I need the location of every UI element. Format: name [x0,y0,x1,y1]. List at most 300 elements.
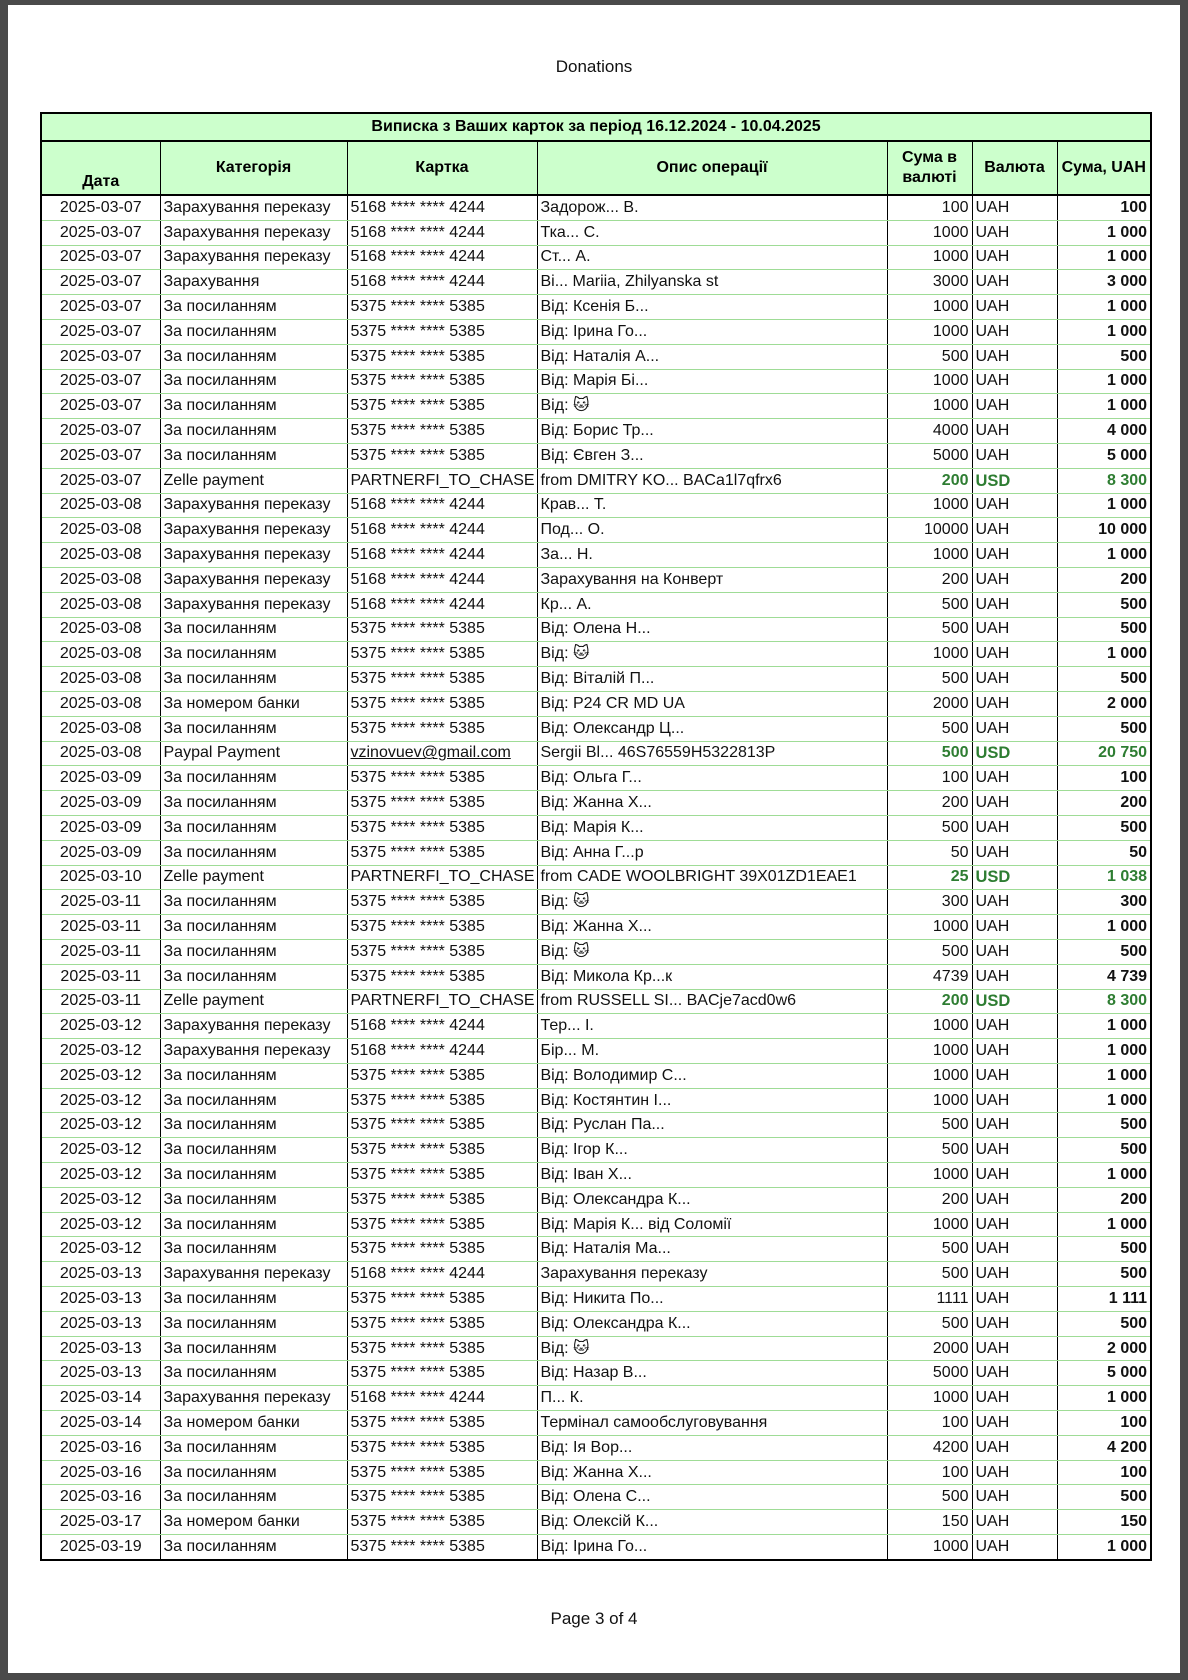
date-cell: 2025-03-07 [41,220,160,245]
date-cell: 2025-03-12 [41,1187,160,1212]
description-cell: Від: Борис Тр... [537,419,887,444]
card-cell: 5375 **** **** 5385 [347,1237,537,1262]
card-cell: 5375 **** **** 5385 [347,716,537,741]
category-cell: Зарахування переказу [160,1014,347,1039]
table-row [41,1014,1151,1039]
date-cell: 2025-03-16 [41,1435,160,1460]
date-cell: 2025-03-09 [41,815,160,840]
description-cell: from DMITRY KO... BACa1l7qfrx6 [537,468,887,493]
table-row [41,1237,1151,1262]
description-cell: Ст... А. [537,245,887,270]
page-title: Donations [555,57,633,76]
category-cell: За номером банки [160,1510,347,1535]
card-cell: 5375 **** **** 5385 [347,939,537,964]
card-cell: 5375 **** **** 5385 [347,915,537,940]
amount-cell: 25 [887,865,972,890]
amount-cell: 50 [887,840,972,865]
table-row [41,1187,1151,1212]
currency-cell: UAH [972,1237,1057,1262]
category-cell: За посиланням [160,1336,347,1361]
amount-uah-cell: 4 000 [1057,419,1151,444]
amount-uah-cell: 4 200 [1057,1435,1151,1460]
page-number: Page 3 of 4 [550,1609,638,1628]
card-cell: 5375 **** **** 5385 [347,1485,537,1510]
date-cell: 2025-03-12 [41,1039,160,1064]
currency-cell: UAH [972,518,1057,543]
currency-cell: UAH [972,1510,1057,1535]
card-cell: 5375 **** **** 5385 [347,1336,537,1361]
currency-cell: UAH [972,195,1057,220]
description-cell: Від: Марія Бі... [537,369,887,394]
amount-uah-cell: 500 [1057,344,1151,369]
description-cell: Від: Жанна Х... [537,791,887,816]
description-cell: Від: Олена Н... [537,617,887,642]
category-cell: За посиланням [160,915,347,940]
table-row [41,691,1151,716]
currency-cell: UAH [972,1063,1057,1088]
description-cell: Від: Ксенія Б... [537,295,887,320]
description-cell: Від: Микола Кр...к [537,964,887,989]
amount-uah-cell: 100 [1057,1460,1151,1485]
description-cell: Тер... І. [537,1014,887,1039]
description-cell: Від: Назар В... [537,1361,887,1386]
statement-caption: Виписка з Ваших карток за період 16.12.2024 - 10.04.2025 [41,113,1151,141]
card-cell: 5375 **** **** 5385 [347,344,537,369]
amount-uah-cell: 8 300 [1057,989,1151,1014]
amount-cell: 500 [887,815,972,840]
amount-cell: 100 [887,1460,972,1485]
description-cell: Від: Володимир С... [537,1063,887,1088]
table-row [41,890,1151,915]
amount-uah-cell: 200 [1057,567,1151,592]
card-cell: 5375 **** **** 5385 [347,1287,537,1312]
amount-cell: 1000 [887,1386,972,1411]
table-row [41,1361,1151,1386]
currency-cell: UAH [972,1460,1057,1485]
description-cell: Від: 🐱 [537,394,887,419]
amount-cell: 200 [887,1187,972,1212]
table-row [41,1163,1151,1188]
date-cell: 2025-03-12 [41,1163,160,1188]
category-cell: За номером банки [160,1411,347,1436]
category-cell: Зарахування [160,270,347,295]
date-cell: 2025-03-14 [41,1411,160,1436]
category-cell: За посиланням [160,766,347,791]
amount-cell: 200 [887,468,972,493]
date-cell: 2025-03-11 [41,964,160,989]
table-row [41,195,1151,220]
category-cell: За посиланням [160,1212,347,1237]
card-cell: 5375 **** **** 5385 [347,369,537,394]
currency-cell: UAH [972,394,1057,419]
currency-cell: UAH [972,840,1057,865]
category-cell: За номером банки [160,691,347,716]
amount-uah-cell: 500 [1057,939,1151,964]
date-cell: 2025-03-12 [41,1138,160,1163]
amount-cell: 1000 [887,642,972,667]
description-cell: Від: Костянтин І... [537,1088,887,1113]
table-row [41,270,1151,295]
date-cell: 2025-03-07 [41,344,160,369]
category-cell: За посиланням [160,667,347,692]
card-cell: 5375 **** **** 5385 [347,642,537,667]
date-cell: 2025-03-17 [41,1510,160,1535]
table-row [41,295,1151,320]
document-page [8,5,1180,1673]
category-cell: За посиланням [160,344,347,369]
amount-cell: 100 [887,766,972,791]
amount-uah-cell: 500 [1057,617,1151,642]
amount-cell: 300 [887,890,972,915]
amount-uah-cell: 500 [1057,667,1151,692]
table-row [41,617,1151,642]
amount-cell: 1000 [887,295,972,320]
date-cell: 2025-03-13 [41,1287,160,1312]
card-cell: 5375 **** **** 5385 [347,617,537,642]
amount-cell: 1000 [887,1039,972,1064]
amount-cell: 5000 [887,1361,972,1386]
table-row [41,493,1151,518]
category-cell: Зарахування переказу [160,195,347,220]
amount-uah-cell: 150 [1057,1510,1151,1535]
date-cell: 2025-03-11 [41,939,160,964]
card-cell: 5375 **** **** 5385 [347,1311,537,1336]
table-row [41,964,1151,989]
category-cell: Зарахування переказу [160,518,347,543]
description-cell: Від: Никита По... [537,1287,887,1312]
table-row [41,567,1151,592]
table-row [41,716,1151,741]
currency-cell: UAH [972,443,1057,468]
amount-cell: 500 [887,1311,972,1336]
date-cell: 2025-03-07 [41,245,160,270]
card-cell: 5375 **** **** 5385 [347,840,537,865]
amount-uah-cell: 1 000 [1057,1014,1151,1039]
amount-cell: 5000 [887,443,972,468]
description-cell: Термінал самообслуговування [537,1411,887,1436]
description-cell: Від: Ольга Г... [537,766,887,791]
amount-uah-cell: 10 000 [1057,518,1151,543]
category-cell: За посиланням [160,1138,347,1163]
amount-uah-cell: 20 750 [1057,741,1151,766]
description-cell: Від: Анна Г...р [537,840,887,865]
card-cell: 5375 **** **** 5385 [347,890,537,915]
table-row [41,344,1151,369]
amount-cell: 500 [887,667,972,692]
category-cell: За посиланням [160,443,347,468]
date-cell: 2025-03-12 [41,1113,160,1138]
amount-uah-cell: 1 000 [1057,245,1151,270]
description-cell: Від: Олександра К... [537,1187,887,1212]
column-header-amount-uah: Сума, UAH [1057,141,1151,195]
date-cell: 2025-03-08 [41,592,160,617]
date-cell: 2025-03-07 [41,369,160,394]
amount-uah-cell: 1 000 [1057,1088,1151,1113]
currency-cell: UAH [972,1014,1057,1039]
amount-uah-cell: 1 000 [1057,1039,1151,1064]
amount-cell: 1000 [887,319,972,344]
table-row [41,1411,1151,1436]
table-row [41,915,1151,940]
description-cell: Від: Іван Х... [537,1163,887,1188]
category-cell: Зарахування переказу [160,1262,347,1287]
amount-cell: 10000 [887,518,972,543]
currency-cell: UAH [972,270,1057,295]
date-cell: 2025-03-19 [41,1535,160,1560]
category-cell: За посиланням [160,617,347,642]
description-cell: Від: Олексій К... [537,1510,887,1535]
amount-cell: 4200 [887,1435,972,1460]
amount-uah-cell: 8 300 [1057,468,1151,493]
table-row [41,419,1151,444]
card-cell: 5168 **** **** 4244 [347,195,537,220]
currency-cell: UAH [972,716,1057,741]
description-cell: П... К. [537,1386,887,1411]
table-row [41,815,1151,840]
currency-cell: UAH [972,617,1057,642]
table-row [41,518,1151,543]
category-cell: За посиланням [160,939,347,964]
statement-rows [41,195,1151,1560]
category-cell: Зарахування переказу [160,1386,347,1411]
table-row [41,1262,1151,1287]
card-cell[interactable]: vzinovuev@gmail.com [347,741,537,766]
card-cell: 5375 **** **** 5385 [347,1435,537,1460]
description-cell: Від: Руслан Па... [537,1113,887,1138]
currency-cell: UAH [972,1411,1057,1436]
currency-cell: UAH [972,567,1057,592]
currency-cell: UAH [972,543,1057,568]
amount-cell: 500 [887,1485,972,1510]
description-cell: Від: Ія Вор... [537,1435,887,1460]
currency-cell: USD [972,989,1057,1014]
currency-cell: UAH [972,791,1057,816]
date-cell: 2025-03-09 [41,840,160,865]
card-cell: 5375 **** **** 5385 [347,1138,537,1163]
card-cell: 5375 **** **** 5385 [347,1460,537,1485]
description-cell: Бір... М. [537,1039,887,1064]
category-cell: За посиланням [160,716,347,741]
currency-cell: UAH [972,915,1057,940]
card-cell: 5168 **** **** 4244 [347,592,537,617]
amount-uah-cell: 1 000 [1057,642,1151,667]
date-cell: 2025-03-07 [41,468,160,493]
table-row [41,1138,1151,1163]
date-cell: 2025-03-12 [41,1212,160,1237]
date-cell: 2025-03-13 [41,1336,160,1361]
card-cell: 5168 **** **** 4244 [347,493,537,518]
card-cell: 5375 **** **** 5385 [347,691,537,716]
amount-cell: 2000 [887,691,972,716]
table-row [41,1311,1151,1336]
amount-cell: 1000 [887,1088,972,1113]
card-cell: 5375 **** **** 5385 [347,295,537,320]
description-cell: Від: 🐱 [537,890,887,915]
amount-cell: 1000 [887,369,972,394]
statement-table [40,112,1152,1561]
card-cell: 5375 **** **** 5385 [347,1163,537,1188]
currency-cell: UAH [972,1187,1057,1212]
currency-cell: UAH [972,1535,1057,1560]
amount-uah-cell: 50 [1057,840,1151,865]
amount-uah-cell: 500 [1057,1237,1151,1262]
amount-cell: 500 [887,716,972,741]
category-cell: За посиланням [160,1113,347,1138]
amount-uah-cell: 1 000 [1057,1063,1151,1088]
table-row [41,1212,1151,1237]
currency-cell: UAH [972,493,1057,518]
amount-cell: 1000 [887,1163,972,1188]
amount-cell: 500 [887,1262,972,1287]
category-cell: За посиланням [160,1535,347,1560]
currency-cell: UAH [972,890,1057,915]
amount-cell: 1111 [887,1287,972,1312]
currency-cell: UAH [972,592,1057,617]
currency-cell: UAH [972,1336,1057,1361]
category-cell: За посиланням [160,1063,347,1088]
category-cell: За посиланням [160,394,347,419]
description-cell: Крав... Т. [537,493,887,518]
card-cell: 5375 **** **** 5385 [347,1113,537,1138]
currency-cell: UAH [972,1113,1057,1138]
description-cell: Зарахування переказу [537,1262,887,1287]
description-cell: Под... О. [537,518,887,543]
amount-uah-cell: 1 111 [1057,1287,1151,1312]
date-cell: 2025-03-07 [41,394,160,419]
column-header-description: Опис операції [537,141,887,195]
date-cell: 2025-03-07 [41,419,160,444]
date-cell: 2025-03-09 [41,766,160,791]
amount-uah-cell: 100 [1057,1411,1151,1436]
date-cell: 2025-03-09 [41,791,160,816]
currency-cell: UAH [972,295,1057,320]
description-cell: Від: Олександра К... [537,1311,887,1336]
amount-uah-cell: 1 000 [1057,1163,1151,1188]
description-cell: from CADE WOOLBRIGHT 39X01ZD1EAE1 [537,865,887,890]
amount-cell: 1000 [887,493,972,518]
card-cell: 5375 **** **** 5385 [347,791,537,816]
currency-cell: UAH [972,1163,1057,1188]
table-row [41,1039,1151,1064]
date-cell: 2025-03-08 [41,667,160,692]
description-cell: Від: Ірина Го... [537,319,887,344]
description-cell: Від: Олександр Ц... [537,716,887,741]
category-cell: За посиланням [160,1187,347,1212]
category-cell: За посиланням [160,1287,347,1312]
card-cell: 5375 **** **** 5385 [347,766,537,791]
amount-cell: 1000 [887,220,972,245]
table-row [41,840,1151,865]
currency-cell: UAH [972,691,1057,716]
card-cell: 5168 **** **** 4244 [347,245,537,270]
amount-uah-cell: 1 000 [1057,319,1151,344]
category-cell: Зарахування переказу [160,567,347,592]
card-cell: 5375 **** **** 5385 [347,1535,537,1560]
description-cell: from RUSSELL SI... BACje7acd0w6 [537,989,887,1014]
amount-cell: 100 [887,195,972,220]
card-cell: PARTNERFI_TO_CHASE [347,468,537,493]
card-cell: 5375 **** **** 5385 [347,1187,537,1212]
currency-cell: UAH [972,1212,1057,1237]
amount-cell: 500 [887,1113,972,1138]
table-row [41,1063,1151,1088]
category-cell: Zelle payment [160,989,347,1014]
currency-cell: UAH [972,1262,1057,1287]
date-cell: 2025-03-10 [41,865,160,890]
category-cell: Zelle payment [160,865,347,890]
card-cell: 5375 **** **** 5385 [347,419,537,444]
amount-uah-cell: 1 000 [1057,915,1151,940]
currency-cell: UAH [972,1039,1057,1064]
date-cell: 2025-03-16 [41,1460,160,1485]
amount-uah-cell: 1 000 [1057,1386,1151,1411]
table-row [41,245,1151,270]
category-cell: За посиланням [160,815,347,840]
table-row [41,1510,1151,1535]
category-cell: За посиланням [160,419,347,444]
amount-cell: 500 [887,1237,972,1262]
category-cell: Зарахування переказу [160,220,347,245]
table-row [41,939,1151,964]
date-cell: 2025-03-12 [41,1237,160,1262]
amount-cell: 200 [887,567,972,592]
amount-uah-cell: 2 000 [1057,1336,1151,1361]
amount-uah-cell: 1 000 [1057,543,1151,568]
table-row [41,1088,1151,1113]
table-row [41,791,1151,816]
amount-uah-cell: 1 000 [1057,493,1151,518]
amount-uah-cell: 4 739 [1057,964,1151,989]
amount-uah-cell: 5 000 [1057,1361,1151,1386]
amount-cell: 500 [887,617,972,642]
column-header-card: Картка [347,141,537,195]
card-cell: 5168 **** **** 4244 [347,567,537,592]
card-cell: PARTNERFI_TO_CHASE [347,865,537,890]
date-cell: 2025-03-08 [41,518,160,543]
description-cell: Тка... С. [537,220,887,245]
amount-uah-cell: 1 000 [1057,295,1151,320]
amount-cell: 500 [887,741,972,766]
amount-cell: 500 [887,939,972,964]
amount-cell: 100 [887,1411,972,1436]
amount-cell: 3000 [887,270,972,295]
category-cell: За посиланням [160,1088,347,1113]
currency-cell: USD [972,468,1057,493]
currency-cell: UAH [972,1435,1057,1460]
amount-uah-cell: 500 [1057,1262,1151,1287]
column-header-amount: Сума в валюті [887,141,972,195]
table-row [41,989,1151,1014]
card-cell: 5375 **** **** 5385 [347,1212,537,1237]
amount-cell: 1000 [887,543,972,568]
table-row [41,1113,1151,1138]
currency-cell: UAH [972,220,1057,245]
amount-uah-cell: 1 000 [1057,1212,1151,1237]
category-cell: За посиланням [160,369,347,394]
amount-uah-cell: 1 000 [1057,369,1151,394]
description-cell: Від: Наталія А... [537,344,887,369]
table-row [41,1460,1151,1485]
amount-cell: 1000 [887,915,972,940]
amount-uah-cell: 500 [1057,1138,1151,1163]
amount-uah-cell: 300 [1057,890,1151,915]
amount-uah-cell: 500 [1057,716,1151,741]
amount-cell: 4000 [887,419,972,444]
date-cell: 2025-03-14 [41,1386,160,1411]
table-row [41,443,1151,468]
category-cell: За посиланням [160,295,347,320]
card-cell: 5375 **** **** 5385 [347,1411,537,1436]
